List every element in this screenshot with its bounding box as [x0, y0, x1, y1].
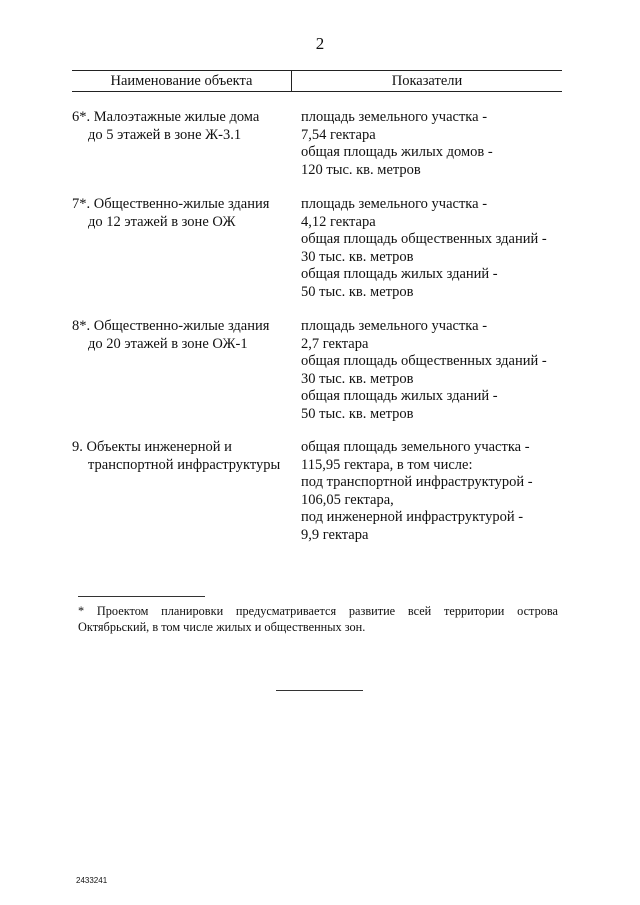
- indicator-line: 120 тыс. кв. метров: [301, 161, 421, 178]
- indicator-line: 106,05 гектара,: [301, 491, 394, 508]
- indicator-line: общая площадь жилых зданий -: [301, 388, 498, 405]
- object-name-line: 7*. Общественно-жилые здания: [72, 196, 270, 212]
- indicator-line: общая площадь земельного участка -: [301, 439, 530, 455]
- header-indicators: Показатели: [391, 73, 463, 89]
- indicator-line: общая площадь общественных зданий -: [301, 231, 547, 248]
- indicator-line: 50 тыс. кв. метров: [301, 405, 414, 422]
- object-name-line: 9. Объекты инженерной и: [72, 439, 232, 455]
- object-name-line: 8*. Общественно-жилые здания: [72, 318, 270, 334]
- table-row: [72, 196, 562, 302]
- header-object-name: Наименование объекта: [72, 71, 292, 91]
- table-row: [72, 439, 562, 545]
- document-code: 2433241: [76, 876, 108, 885]
- indicators-cell: [296, 109, 562, 179]
- indicator-line: площадь земельного участка -: [301, 196, 488, 212]
- indicators-cell: [296, 318, 562, 424]
- object-name-cell: [72, 196, 296, 302]
- indicator-line: 30 тыс. кв. метров: [301, 370, 414, 387]
- indicator-line: под транспортной инфраструктурой -: [301, 474, 533, 491]
- table-row: [72, 109, 562, 179]
- indicator-line: 7,54 гектара: [301, 126, 376, 143]
- table-row: [72, 318, 562, 424]
- indicator-line: 9,9 гектара: [301, 526, 369, 543]
- end-divider: [276, 690, 363, 691]
- object-name-cell: [72, 109, 296, 179]
- object-name-cell: [72, 318, 296, 424]
- indicator-line: 2,7 гектара: [301, 335, 369, 352]
- object-name-line: до 20 этажей в зоне ОЖ-1: [88, 335, 248, 352]
- object-name-line: до 5 этажей в зоне Ж-3.1: [88, 126, 242, 143]
- indicators-table: [72, 70, 562, 543]
- indicator-line: 4,12 гектара: [301, 213, 376, 230]
- footnote-divider: [78, 596, 205, 597]
- indicators-cell: [296, 196, 562, 302]
- indicator-line: общая площадь общественных зданий -: [301, 353, 547, 370]
- object-name-line: транспортной инфраструктуры: [88, 456, 281, 473]
- table-header: [72, 70, 562, 92]
- object-name-line: 6*. Малоэтажные жилые дома: [72, 109, 260, 125]
- indicator-line: 30 тыс. кв. метров: [301, 248, 414, 265]
- indicator-line: 50 тыс. кв. метров: [301, 283, 414, 300]
- footnote: * Проектом планировки предусматривается развитие всей территории острова Октябрьский, в том числе жилых и общественных зон.: [78, 604, 558, 634]
- indicator-line: общая площадь жилых зданий -: [301, 266, 498, 283]
- page-number: 2: [315, 34, 325, 53]
- indicator-line: под инженерной инфраструктурой -: [301, 509, 524, 526]
- indicator-line: общая площадь жилых домов -: [301, 144, 493, 161]
- object-name-cell: [72, 439, 296, 545]
- indicators-cell: [296, 439, 562, 545]
- indicator-line: площадь земельного участка -: [301, 318, 488, 334]
- indicator-line: площадь земельного участка -: [301, 109, 488, 125]
- indicator-line: 115,95 гектара, в том числе:: [301, 456, 473, 473]
- object-name-line: до 12 этажей в зоне ОЖ: [88, 213, 236, 230]
